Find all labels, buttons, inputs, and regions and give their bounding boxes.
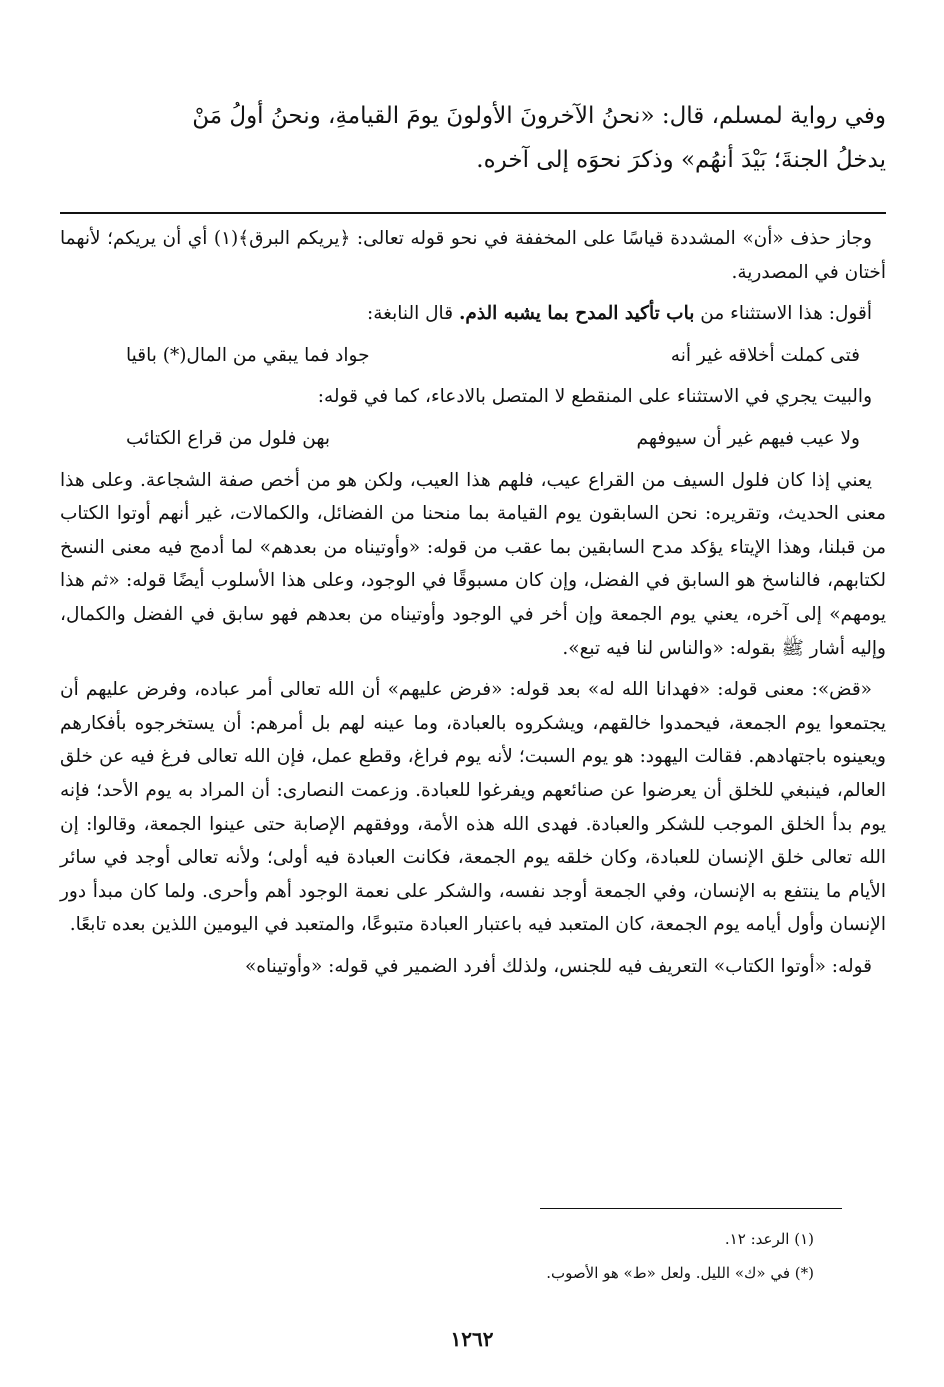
footnote-separator (540, 1208, 842, 1209)
separator-rule (60, 212, 886, 214)
paragraph: «قض»: معنى قوله: «فهدانا الله له» بعد قوله: «فرض عليهم» أن الله تعالى أمر عباده، وفرض عليهم أن يجتمعوا يوم الجمعة، فيحمدوا خالقهم، ويشكروه بالعبادة، وما عينه لهم بل أمرهم: أن يستخرجوه بأفكارهم ويعينوه باجتهادهم. فقالت اليهود: هو يوم السبت؛ لأنه يوم فراغ، وقطع عمل، فإن الله تعالى فرغ فيه عن خلق العالم، فينبغي للخلق أن يعرضوا عن صنائعهم ويفرغوا للعبادة. وزعمت النصارى: أن المراد به يوم الأحد؛ فإنه يوم بدأ الخلق الموجب للشكر والعبادة. فهدى الله هذه الأمة، ووفقهم الإصابة حتى عينوا الجمعة، وقالوا: إن الله تعالى خلق الإنسان للعبادة، وكان خلقه يوم الجمعة، فكانت العبادة فيه أولى؛ ولأنه تعالى أوجد في سائر الأيام ما ينتفع به الإنسان، وفي الجمعة أوجد نفسه، والشكر على نعمة الوجود أهم وأحرى. ولما كان مبدأ دور الإنسان وأول أيامه يوم الجمعة، كان المتعبد فيه باعتبار العبادة متبوعًا، والمتعبد في اليومين اللذين بعده تابعًا. (60, 679, 886, 936)
paragraph: وجاز حذف «أن» المشددة قياسًا على المخففة في نحو قوله تعالى: ﴿يريكم البرق﴾(١) أي أن يريكم؛ لأنهما أختان في المصدرية. (60, 228, 886, 283)
verse-first-hemistich: ولا عيب فيهم غير أن سيوفهم (636, 427, 860, 449)
commentary-body (60, 222, 886, 983)
poem-verse (60, 339, 886, 373)
footnotes (300, 1222, 814, 1290)
hadith-line: يدخلُ الجنةَ؛ بَيْدَ أنهُم» وذكرَ نحوَه إلى آخره. (476, 147, 886, 173)
bold-heading: باب تأكيد المدح بما يشبه الذم. (458, 303, 695, 325)
verse-second-hemistich: بهن فلول من قراع الكتائب (126, 427, 330, 449)
paragraph-text: أقول: هذا الاستثناء من (700, 303, 872, 325)
footnote: (*) في «ك» الليل. ولعل «ط» هو الأصوب. (546, 1264, 814, 1282)
paragraph: قوله: «أوتوا الكتاب» التعريف فيه للجنس، ولذلك أفرد الضمير في قوله: «وأوتيناه» (244, 955, 872, 977)
verse-second-hemistich: جواد فما يبقي من المال(*) باقيا (126, 344, 370, 366)
hadith-block (60, 94, 886, 182)
paragraph: والبيت يجري في الاستثناء على المنقطع لا المتصل بالادعاء، كما في قوله: (317, 386, 872, 408)
page-number: ١٢٦٢ (450, 1327, 494, 1351)
poem-verse (60, 422, 886, 456)
hadith-line: وفي رواية لمسلم، قال: «نحنُ الآخرونَ الأولونَ يومَ القيامةِ، ونحنُ أولُ مَنْ (192, 103, 886, 129)
paragraph: يعني إذا كان فلول السيف من القراع عيب، فلهم هذا العيب، ولكن هو من أخص صفة الشجاعة. وعلى هذا معنى الحديث، وتقريره: نحن السابقون يوم القيامة بما منحنا من الفضائل، والكمالات، غير أنهم أوتوا الكتاب من قبلنا، وهذا الإيتاء يؤكد مدح السابقين بما عقب من قوله: «وأوتيناه من بعدهم» لما أدمج فيه معنى النسخ لكتابهم، فالناسخ هو السابق في الفضل، وإن كان مسبوقًا في الوجود، وعلى هذا الأسلوب أيضًا قوله: «ثم هذا يومهم» إلى آخره، يعني يوم الجمعة وإن أخر في الوجود وأوتيناه من بعدهم فهو سابق في الفضل والكمال، وإليه أشار ﷺ بقوله: «والناس لنا فيه تبع». (60, 469, 886, 659)
paragraph-text: قال النابغة: (367, 303, 454, 325)
footnote: (١) الرعد: ١٢. (724, 1230, 814, 1248)
paragraph (60, 297, 886, 331)
verse-first-hemistich: فتى كملت أخلاقه غير أنه (670, 344, 860, 366)
